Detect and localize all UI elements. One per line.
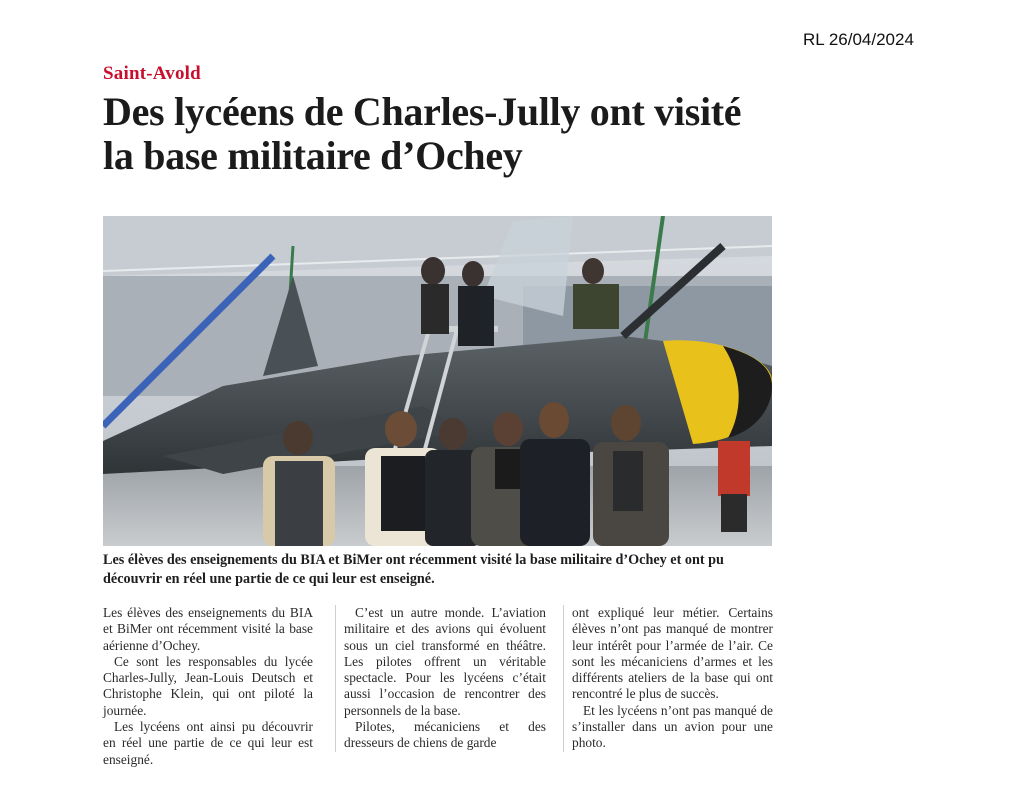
paragraph: Les élèves des enseignements du BIA et BiMer ont récemment visité la base aérienne d’Ochey. <box>103 605 313 653</box>
paragraph: Pilotes, mécaniciens et des dresseurs de chiens de garde <box>344 719 546 751</box>
article-body <box>103 605 772 785</box>
article-photo <box>103 216 772 546</box>
paragraph: Et les lycéens n’ont pas manqué de s’installer dans un avion pour une photo. <box>572 702 773 751</box>
paragraph: Les lycéens ont ainsi pu découvrir en réel une partie de ce qui leur est enseigné. <box>103 719 313 767</box>
paragraph: Ce sont les responsables du lycée Charles-Jully, Jean-Louis Deutsch et Christophe Klein, qui ont piloté la journée. <box>103 653 313 718</box>
paragraph: ont expliqué leur métier. Certains élèves n’ont pas manqué de montrer leur intérêt pour l’armée de l’air. Ce sont les mécaniciens d’armes et les différents ateliers de la base qui ont rencontré le plus de succès. <box>572 605 773 702</box>
article-headline: Des lycéens de Charles-Jully ont visité la base militaire d’Ochey <box>103 89 742 178</box>
source-date-tag: RL 26/04/2024 <box>803 30 914 49</box>
body-column-3 <box>563 605 773 752</box>
photo-caption: Les élèves des enseignements du BIA et BiMer ont récemment visité la base militaire d’Ochey et ont pu découvrir en réel une partie de ce qui leur est enseigné. <box>103 552 724 587</box>
paragraph: C’est un autre monde. L’aviation militaire et des avions qui évoluent sous un ciel transformé en théâtre. Les pilotes offrent un véritable spectacle. Pour les lycéens c’était aussi l’occasion de rencontrer des personnels de la base. <box>344 605 546 718</box>
group-photo-icon <box>103 216 772 546</box>
body-column-2 <box>335 605 546 752</box>
article-kicker: Saint-Avold <box>103 63 201 84</box>
body-column-1 <box>103 605 313 768</box>
